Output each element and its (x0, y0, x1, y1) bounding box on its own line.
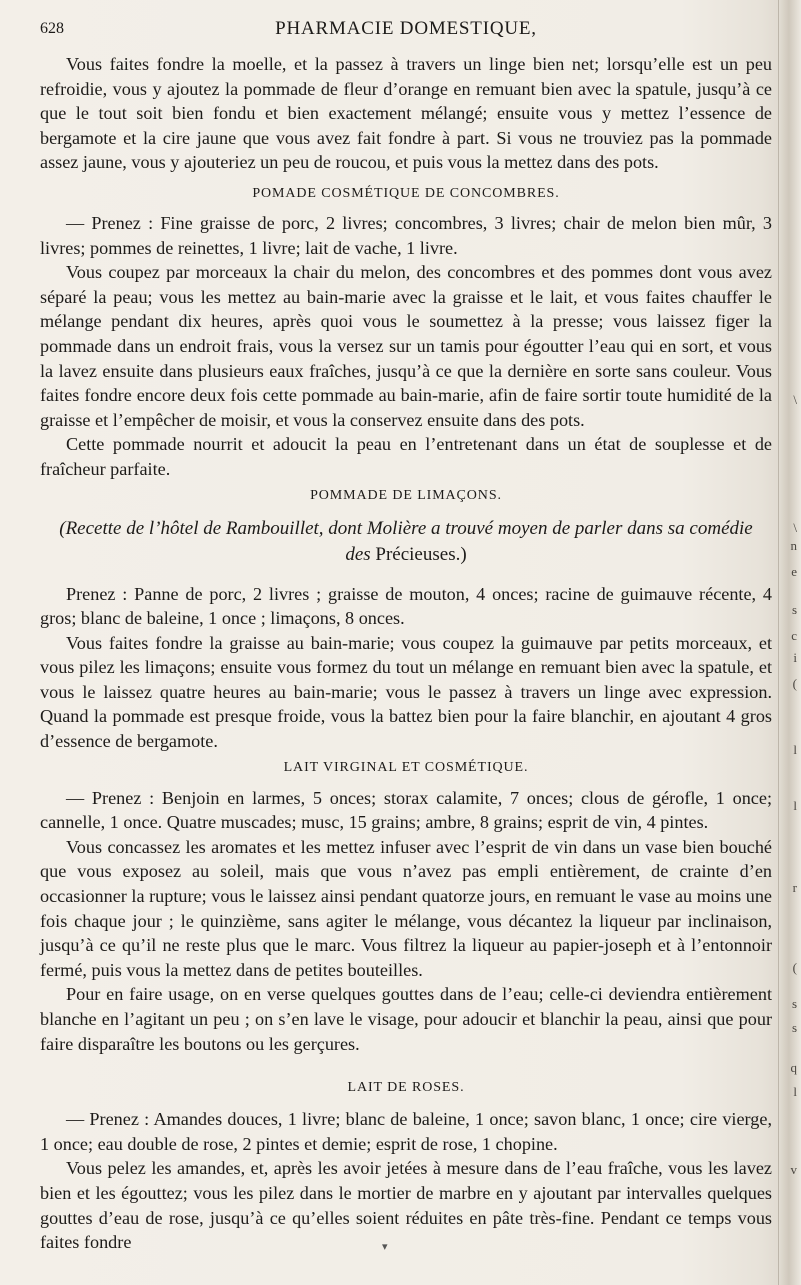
paragraph-lait-virginal-ingredients: — Prenez : Benjoin en larmes, 5 onces; storax calamite, 7 onces; clous de gérofle, 1 once; cannelle, 1 once. Quatre muscades; musc, 15 grains; ambre, 8 grains; esprit de vin, 4 pintes. (40, 787, 772, 833)
page-content (40, 16, 772, 1255)
paragraph-concombres-ingredients: — Prenez : Fine graisse de porc, 2 livres; concombres, 3 livres; chair de melon bien mûr, 3 livres; pommes de reinettes, 1 livre; lait de vache, 1 livre. (40, 212, 772, 258)
paragraph-lait-virginal-method: Vous concassez les aromates et les mettez infuser avec l’esprit de vin dans un vase bien bouché que vous exposez au soleil, mais que vous n’avez pas empli entièrement, de crainte d’en occasionner la rupture; vous le laissez ainsi pendant quatorze jours, en remuant le vase au moins une fois chaque jour ; le quinzième, sans agiter le mélange, vous décantez la liqueur par inclinaison, jusqu’à ce qu’il ne reste plus que le marc. Vous filtrez la liqueur au papier-joseph et à l’entonnoir fermé, puis vous la mettez dans de petites bouteilles. (40, 836, 772, 980)
section-title-limacons: POMMADE DE LIMAÇONS. (310, 487, 502, 503)
edge-glyph: \ (793, 520, 797, 535)
intro-paragraph: Vous faites fondre la moelle, et la passez à travers un linge bien net; lorsqu’elle est un peu refroidie, vous y ajoutez la pommade de fleur d’orange en remuant bien avec la spatule, jusqu’à ce que le tout soit bien fondu et bien exactement mélangé; ensuite vous y mettez l’essence de bergamote et la cire jaune que vous avez fait fondre à part. Si vous ne trouviez pas la pommade assez jaune, vous y ajouteriez un peu de roucou, et puis vous la mettez dans des pots. (40, 54, 772, 173)
paragraph-limacons-ingredients: Prenez : Panne de porc, 2 livres ; graisse de mouton, 4 onces; racine de guimauve récente, 4 gros; blanc de baleine, 1 once ; limaçons, 8 onces. (40, 583, 772, 629)
edge-glyph: ( (792, 676, 797, 691)
running-title: PHARMACIE DOMESTIQUE, (275, 18, 537, 39)
paragraph-lait-virginal-usage: Pour en faire usage, on en verse quelques gouttes dans de l’eau; celle-ci deviendra entièrement blanche en l’agitant un peu ; on s’en lave le visage, pour adoucir et blanchir la peau, ainsi que pour faire disparaître les boutons ou les gerçures. (40, 984, 772, 1054)
edge-glyph: r (792, 880, 797, 895)
subtitle-italic: (Recette de l’hôtel de Rambouillet, dont Molière a trouvé moyen de parler dans sa comédie des (59, 517, 753, 565)
section-title-lait-roses: LAIT DE ROSES. (347, 1080, 465, 1096)
edge-glyph: l (793, 798, 797, 813)
page-header (40, 16, 772, 52)
edge-glyph: s (791, 1020, 797, 1035)
section-title-lait-virginal: LAIT VIRGINAL ET COSMÉTIQUE. (283, 759, 529, 775)
opposite-page-edge (778, 0, 801, 1285)
paragraph-lait-roses-method: Vous pelez les amandes, et, après les avoir jetées à mesure dans de l’eau fraîche, vous les lavez bien et les égouttez; vous les pilez dans le mortier de marbre en y ajoutant par intervalles quelques gouttes d’eau de rose, jusqu’à ce qu’elles soient réduites en pâte très-fine. Pendant ce temps vous faites fondre (40, 1158, 772, 1253)
edge-glyph: ( (792, 960, 797, 975)
edge-glyph: n (790, 538, 797, 553)
edge-glyph: e (791, 564, 797, 579)
subtitle-upright: Précieuses.) (375, 543, 467, 565)
edge-glyph: l (793, 1084, 797, 1099)
page-number: 628 (40, 20, 64, 37)
edge-glyph: s (791, 996, 797, 1011)
edge-glyph: i (793, 650, 797, 665)
edge-glyph: v (790, 1162, 797, 1177)
edge-glyph: l (793, 742, 797, 757)
section-subtitle-limacons (50, 516, 762, 568)
edge-glyph: q (790, 1060, 797, 1075)
edge-glyph: s (791, 602, 797, 617)
edge-glyph: \ (793, 392, 797, 407)
section-title-concombres: POMADE COSMÉTIQUE DE CONCOMBRES. (252, 185, 560, 201)
paragraph-limacons-method: Vous faites fondre la graisse au bain-marie; vous coupez la guimauve par petits morceaux, et vous pilez les limaçons; ensuite vous formez du tout un mélange en remuant bien avec la spatule, et vous le laissez quatre heures au bain-marie; vous le passez à travers un linge avec expression. Quand la pommade est presque froide, vous la battez bien pour la faire blanchir, en ajoutant 4 gros d’essence de bergamote. (40, 632, 772, 752)
edge-glyph: c (791, 628, 797, 643)
paragraph-concombres-effect: Cette pommade nourrit et adoucit la peau en l’entretenant dans un état de souplesse et de fraîcheur parfaite. (40, 434, 772, 479)
footer-mark: ▾ (382, 1240, 388, 1253)
paragraph-concombres-method: Vous coupez par morceaux la chair du melon, des concombres et des pommes dont vous avez séparé la peau; vous les mettez au bain-marie avec la graisse et le lait, et vous faites chauffer le mélange pendant dix heures, après quoi vous le soumettez à la presse; vous laissez figer la pommade dans un endroit frais, vous la versez sur un tamis pour égoutter l’eau qui en sort, et vous la lavez ensuite dans plusieurs eaux fraîches, jusqu’à ce que la dernière en sorte sans couleur. Vous faites fondre encore deux fois cette pommade au bain-marie, afin de faire sortir toute humidité de la graisse et l’empêcher de moisir, et vous la conservez ensuite dans des pots. (40, 262, 772, 430)
paragraph-lait-roses-ingredients: — Prenez : Amandes douces, 1 livre; blanc de baleine, 1 once; savon blanc, 1 once; cire vierge, 1 once; eau double de rose, 2 pintes et demie; esprit de rose, 1 chopine. (40, 1109, 772, 1154)
